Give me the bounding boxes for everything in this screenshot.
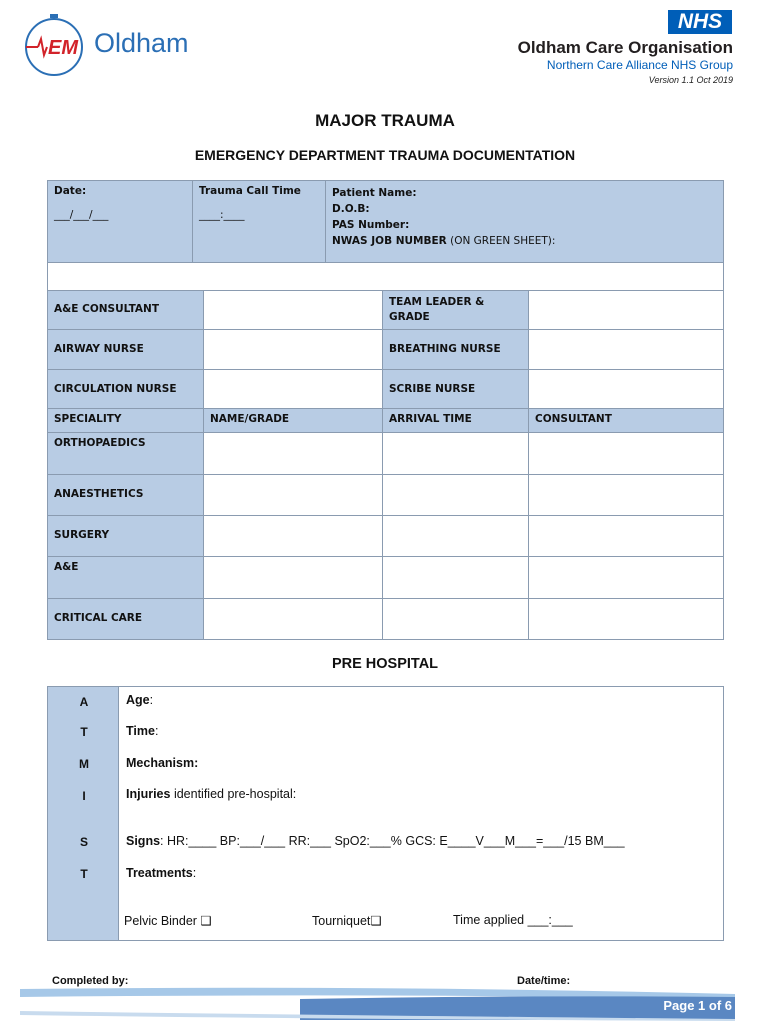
version-label: Version 1.1 Oct 2019 [648, 75, 733, 85]
arrival-time-header: ARRIVAL TIME [382, 408, 529, 433]
date-cell[interactable] [47, 180, 193, 263]
pelvic-binder-checkbox[interactable]: Pelvic Binder ❑ [124, 914, 212, 928]
airway-nurse-label: AIRWAY NURSE [47, 329, 204, 370]
ae-arrival-field[interactable] [382, 556, 529, 599]
orthopaedics-arrival-field[interactable] [382, 432, 529, 475]
team-leader-label: TEAM LEADER & GRADE [382, 290, 529, 330]
page-subtitle: EMERGENCY DEPARTMENT TRAUMA DOCUMENTATION [194, 147, 576, 163]
signs-line[interactable]: Signs: HR:____ BP:___/___ RR:___ SpO2:___% GCS: E____V___M___=___/15 BM___ [126, 834, 625, 848]
atmist-letter-a: A [79, 695, 89, 709]
atmist-column [47, 686, 119, 941]
anaesthetics-consultant-field[interactable] [528, 474, 724, 516]
circulation-nurse-field[interactable] [203, 369, 383, 409]
name-grade-header: NAME/GRADE [203, 408, 383, 433]
mechanism-line[interactable]: Mechanism: [126, 756, 199, 770]
atmist-letter-m: M [79, 757, 89, 771]
orthopaedics-label: ORTHOPAEDICS [47, 432, 204, 475]
critical-care-name-field[interactable] [203, 598, 383, 640]
circulation-nurse-label: CIRCULATION NURSE [47, 369, 204, 409]
call-time-label: Trauma Call Time [199, 185, 301, 197]
consultant-header: CONSULTANT [528, 408, 724, 433]
pre-hospital-title: PRE HOSPITAL [331, 656, 439, 672]
atmist-details-box[interactable] [118, 686, 724, 941]
tourniquet-checkbox[interactable]: Tourniquet❑ [312, 914, 382, 928]
ae-label: A&E [47, 556, 204, 599]
em-oldham-logo [21, 12, 87, 78]
call-time-blank: ____:____ [199, 209, 245, 221]
page-number: Page 1 of 6 [663, 998, 732, 1013]
anaesthetics-name-field[interactable] [203, 474, 383, 516]
injuries-line[interactable]: Injuries identified pre-hospital: [126, 787, 297, 801]
speciality-header: SPECIALITY [47, 408, 204, 433]
surgery-arrival-field[interactable] [382, 515, 529, 557]
date-blank: ___/___/___ [54, 209, 109, 221]
time-line[interactable]: Time: [126, 724, 159, 738]
nhs-badge: NHS [668, 10, 732, 34]
logo-text: Oldham [94, 28, 189, 58]
critical-care-consultant-field[interactable] [528, 598, 724, 640]
page-title: MAJOR TRAUMA [315, 111, 455, 130]
critical-care-label: CRITICAL CARE [47, 598, 204, 640]
scribe-nurse-label: SCRIBE NURSE [382, 369, 529, 409]
scribe-nurse-field[interactable] [528, 369, 724, 409]
treatments-line[interactable]: Treatments: [126, 866, 197, 880]
date-label: Date: [54, 185, 87, 197]
team-leader-field[interactable] [528, 290, 724, 330]
completed-by-label: Completed by: [52, 975, 129, 987]
footer-swoosh [0, 985, 770, 1024]
anaesthetics-arrival-field[interactable] [382, 474, 529, 516]
blank-row[interactable] [47, 262, 724, 291]
airway-nurse-field[interactable] [203, 329, 383, 370]
surgery-consultant-field[interactable] [528, 515, 724, 557]
surgery-name-field[interactable] [203, 515, 383, 557]
svg-text:EM: EM [48, 37, 78, 59]
stopwatch-icon [21, 12, 87, 78]
atmist-letter-s: S [79, 835, 88, 849]
time-applied-field[interactable]: Time applied ___:___ [453, 913, 573, 927]
patient-name-label: Patient Name: [332, 187, 417, 199]
dob-label: D.O.B: [332, 203, 370, 215]
atmist-letter-t: T [80, 725, 88, 739]
orthopaedics-consultant-field[interactable] [528, 432, 724, 475]
atmist-letter-t2: T [80, 867, 88, 881]
pas-label: PAS Number: [332, 219, 410, 231]
atmist-letter-i: I [82, 789, 86, 803]
breathing-nurse-label: BREATHING NURSE [382, 329, 529, 370]
breathing-nurse-field[interactable] [528, 329, 724, 370]
patient-details-cell[interactable] [325, 180, 724, 263]
trauma-call-time-cell[interactable] [192, 180, 326, 263]
nwas-label: NWAS JOB NUMBER (ON GREEN SHEET): [332, 235, 556, 247]
orthopaedics-name-field[interactable] [203, 432, 383, 475]
ae-name-field[interactable] [203, 556, 383, 599]
ae-consultant-field[interactable] [203, 290, 383, 330]
ae-consultant-field[interactable] [528, 556, 724, 599]
anaesthetics-label: ANAESTHETICS [47, 474, 204, 516]
surgery-label: SURGERY [47, 515, 204, 557]
ae-consultant-label: A&E CONSULTANT [47, 290, 204, 330]
date-time-label: Date/time: [517, 975, 571, 987]
critical-care-arrival-field[interactable] [382, 598, 529, 640]
age-line[interactable]: Age: [126, 693, 154, 707]
org-name: Oldham Care Organisation [517, 38, 733, 57]
org-group: Northern Care Alliance NHS Group [546, 58, 733, 72]
